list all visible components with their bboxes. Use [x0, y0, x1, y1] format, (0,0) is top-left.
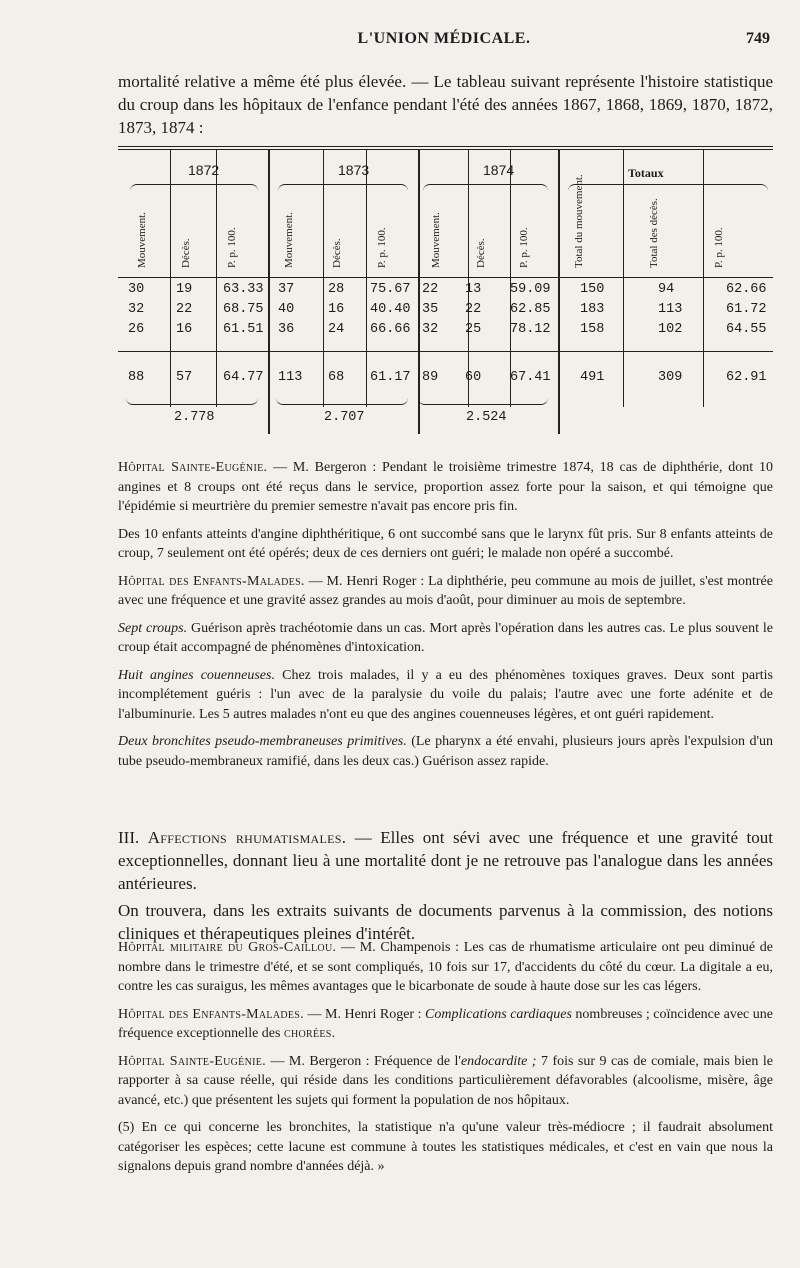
case-group-label: Sept croups. [118, 620, 188, 636]
table-column-header: Total du mouvement. [573, 174, 585, 268]
paragraph-text: nombreuses ; coïncidence avec une fréquence exceptionnelle des [118, 1006, 773, 1041]
table-bottom-brace [418, 398, 548, 405]
table-sum-cell: 57 [176, 370, 193, 385]
hospital-name: Hôpital des Enfants-Malades. [118, 1006, 304, 1022]
table-cell: 22 [176, 302, 193, 317]
table-sum-cell: 61.17 [370, 370, 411, 385]
paragraph-text: . [331, 1026, 336, 1041]
paragraph-text: 7 fois sur 9 cas de comiale, mais bien le rapporter à sa cause réelle, qui réside dans les conditions particulièrement défavorables (alcoolisme, misère, âge avancé, etc.) que présentent les sujets qui forment la population de nos hôpitaux. [118, 1053, 773, 1108]
table-cell: 19 [176, 282, 193, 297]
table-cell: 68.75 [223, 302, 264, 317]
table-column-header: P. p. 100. [226, 227, 238, 268]
table-sum-cell: 60 [465, 370, 482, 385]
table-bottom-brace [126, 398, 258, 405]
diphtheria-paragraph [118, 458, 773, 517]
hospital-reports-rheumatism [118, 938, 773, 1185]
table-cell: 24 [328, 322, 345, 337]
running-header [118, 30, 770, 54]
hospital-name: Hôpital Sainte-Eugénie. [118, 460, 268, 475]
paragraph-text: (Le pharynx a été envahi, plusieurs jours après l'expulsion d'un tube pseudo-membraneux ramifié, dans les deux cas.) Guérison assez rapide. [118, 734, 773, 769]
table-year-brace [130, 184, 258, 191]
hospital-name: Hôpital des Enfants-Malades. [118, 573, 305, 589]
table-cell: 16 [328, 302, 345, 317]
table-sum-cell: 88 [128, 370, 145, 385]
section-rheumatism [118, 826, 773, 953]
diphtheria-paragraph [118, 732, 773, 771]
table-year-label: 1874 [483, 162, 515, 178]
table-cell: 61.72 [726, 302, 767, 317]
table-year-label: 1873 [338, 162, 370, 178]
paragraph-text: (5) En ce qui concerne les bronchites, la statistique n'a qu'une valeur très-médiocre ; il faudrait absolument catégoriser les espèces; cette lacune est commune à toutes les statistiques médicales, et c'est en vain que nous la signalons depuis grand nombre d'années déjà. » [118, 1120, 773, 1174]
table-column-header: Mouvement. [430, 212, 442, 268]
table-cell: 13 [465, 282, 482, 297]
case-group-label: Deux bronchites pseudo-membraneuses primitives. [118, 734, 407, 749]
table-cell: 32 [128, 302, 145, 317]
table-cell: 16 [176, 322, 193, 337]
section-text-2: On trouvera, dans les extraits suivants de documents parvenus à la commission, des notions cliniques et thérapeutiques pleines d'intérêt. [118, 901, 773, 943]
table-column-header: Total des décès. [648, 198, 660, 268]
table-year-brace [278, 184, 408, 191]
table-column-header: Mouvement. [136, 212, 148, 268]
table-column-header: P. p. 100. [376, 227, 388, 268]
rheumatism-paragraph [118, 1005, 773, 1044]
table-year-brace [423, 184, 548, 191]
table-cell: 35 [422, 302, 439, 317]
table-cell: 26 [128, 322, 145, 337]
table-bottom-brace [276, 398, 408, 405]
table-column-header: P. p. 100. [518, 227, 530, 268]
table-totals-label: Totaux [628, 166, 664, 180]
table-year-brace [568, 184, 768, 191]
table-cell: 40 [278, 302, 295, 317]
table-column-header: Décès. [180, 238, 192, 268]
table-year-label: 1872 [188, 162, 220, 178]
table-cell: 75.67 [370, 282, 411, 297]
table-cell: 150 [580, 282, 605, 297]
table-cell: 22 [422, 282, 439, 297]
section-number: III. [118, 828, 140, 847]
emphasis-text: Complications cardiaques [425, 1006, 572, 1022]
paragraph-text: Chez trois malades, il y a eu des phénomènes toxiques graves. Deux sont partis incomplétement guéris : l'un avec de la paralysie du voile du palais; l'autre avec une forte adénite et de l'albuminurie. Les 5 autres malades n'ont eu que des angines couenneuses légères, et ont guéri rapidement. [118, 667, 773, 722]
hospital-name: Hôpital Sainte-Eugénie. [118, 1053, 266, 1069]
paragraph-text: — M. Bergeron : Pendant le troisième trimestre 1874, 18 cas de diphthérie, dont 10 angines et 8 croups ont été reçus dans le service, proportion assez forte pour la saison, et qui témoigne que l'épidémie si meurtrière du premier semestre n'avait pas encore pris fin. [118, 460, 773, 514]
page-number: 749 [746, 30, 770, 47]
table-cell: 102 [658, 322, 683, 337]
paragraph-text: — M. Bergeron : Fréquence de l' [265, 1053, 461, 1069]
paragraph-text: Des 10 enfants atteints d'angine diphthéritique, 6 ont succombé sans que le larynx fût pris. Sur 8 enfants atteints de croup, 7 seulement ont été opérés; deux de ces derniers ont guéri; le malade non opéré a succombé. [118, 526, 773, 561]
table-sum-cell: 68 [328, 370, 345, 385]
hospital-name: Hôpital militaire du Gros-Caillou. [118, 940, 337, 955]
emphasis-text: endocardite ; [460, 1053, 537, 1069]
hospital-reports-diphtheria [118, 458, 773, 779]
rheumatism-paragraph [118, 1052, 773, 1111]
table-cell: 36 [278, 322, 295, 337]
table-cell: 158 [580, 322, 605, 337]
table-year-total: 2.707 [324, 410, 365, 425]
table-sum-cell: 89 [422, 370, 439, 385]
section-text: — Elles ont sévi avec une fréquence et une gravité tout exceptionnelles, donnant lieu à une mortalité dont je ne retrouve pas l'analogue dans les années antérieures. [118, 828, 774, 893]
table-cell: 66.66 [370, 322, 411, 337]
table-column-header: P. p. 100. [713, 227, 725, 268]
table-cell: 25 [465, 322, 482, 337]
rheumatism-paragraph [118, 938, 773, 997]
table-top-rule [118, 146, 773, 147]
diphtheria-paragraph [118, 619, 773, 658]
intro-paragraph: mortalité relative a même été plus élevée. — Le tableau suivant représente l'histoire statistique du croup dans les hôpitaux de l'enfance pendant l'été des années 1867, 1868, 1869, 1870, 1872, 1873, 1874 : [118, 72, 773, 137]
table-column-rule [558, 149, 560, 434]
rheumatism-paragraph [118, 1118, 773, 1177]
table-cell: 32 [422, 322, 439, 337]
table-cell: 78.12 [510, 322, 551, 337]
journal-title: L'UNION MÉDICALE. [357, 30, 531, 47]
table-cell: 62.66 [726, 282, 767, 297]
table-cell: 64.55 [726, 322, 767, 337]
table-cell: 40.40 [370, 302, 411, 317]
diphtheria-paragraph [118, 572, 773, 611]
paragraph-text: Guérison après trachéotomie dans un cas. Mort après l'opération dans les autres cas. Le plus souvent le croup était accompagné de phénomènes d'intoxication. [118, 620, 773, 655]
table-cell: 183 [580, 302, 605, 317]
table-column-rule [268, 149, 270, 434]
diphtheria-paragraph [118, 666, 773, 725]
table-cell: 28 [328, 282, 345, 297]
table-cell: 113 [658, 302, 683, 317]
table-cell: 63.33 [223, 282, 264, 297]
paragraph-text: — M. Henri Roger : [303, 1006, 426, 1022]
table-cell: 94 [658, 282, 675, 297]
section-heading: Affections rhumatismales. [147, 828, 347, 847]
table-column-header: Décès. [331, 238, 343, 268]
table-cell: 22 [465, 302, 482, 317]
diphtheria-paragraph [118, 525, 773, 564]
table-sum-cell: 113 [278, 370, 303, 385]
table-cell: 61.51 [223, 322, 264, 337]
table-year-total: 2.778 [174, 410, 215, 425]
table-cell: 37 [278, 282, 295, 297]
table-cell: 30 [128, 282, 145, 297]
table-sum-cell: 67.41 [510, 370, 551, 385]
table-sum-cell: 491 [580, 370, 605, 385]
paragraph-text: — M. Champenois : Les cas de rhumatisme articulaire ont peu diminué de nombre dans le trimestre d'été, et se sont compliqués, 10 fois sur 17, d'accidents du côté du cœur. La digitale a eu, contre les cas suraigus, les mêmes avantages que le bicarbonate de soude à haute dose sur les cas légers. [118, 940, 773, 994]
table-sum-cell: 309 [658, 370, 683, 385]
small-caps-text: chorées [283, 1026, 332, 1041]
croup-statistics-table [118, 146, 773, 436]
table-column-header: Mouvement. [283, 212, 295, 268]
table-year-total: 2.524 [466, 410, 507, 425]
table-sum-cell: 62.91 [726, 370, 767, 385]
paragraph-text: — M. Henri Roger : La diphthérie, peu commune au mois de juillet, s'est montrée avec une fréquence et une gravité assez grandes au mois d'août, pour diminuer au mois de septembre. [118, 573, 773, 608]
table-column-header: Décès. [475, 238, 487, 268]
table-column-rule [418, 149, 420, 434]
case-group-label: Huit angines couenneuses. [118, 667, 275, 683]
table-cell: 59.09 [510, 282, 551, 297]
table-sum-cell: 64.77 [223, 370, 264, 385]
table-cell: 62.85 [510, 302, 551, 317]
